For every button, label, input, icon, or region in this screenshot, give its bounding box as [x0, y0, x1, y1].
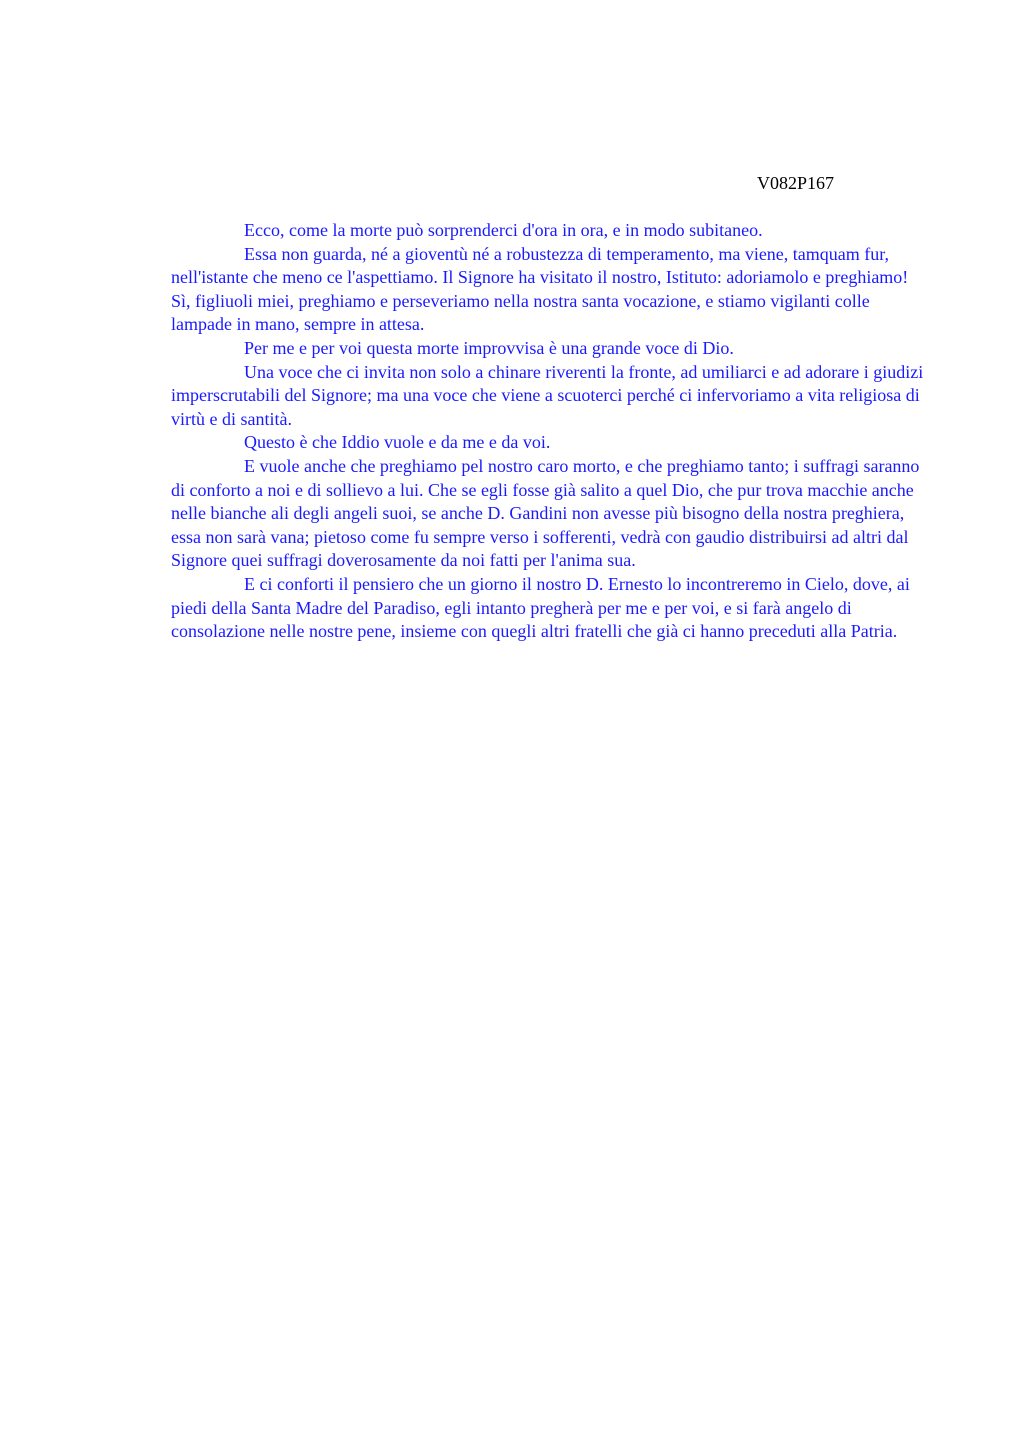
- paragraph: Ecco, come la morte può sorprenderci d'ora in ora, e in modo subitaneo.: [244, 220, 763, 240]
- page-code: V082P167: [757, 173, 835, 193]
- paragraph: Questo è che Iddio vuole e da me e da voi.: [244, 432, 551, 453]
- document-body: [171, 219, 931, 644]
- paragraph: Per me e per voi questa morte improvvisa è una grande voce di Dio.: [244, 337, 734, 358]
- paragraph: Essa non guarda, né a gioventù né a robustezza di temperamento, ma viene, tamquam fur, nell'istante che meno ce l'aspettiamo. Il Signore ha visitato il nostro, Istituto: adoriamolo e preghiamo! Sì, figliuoli miei, preghiamo e perseveriamo nella nostra santa vocazione, e stiamo vigilanti colle lampade in mano, sempre in attesa.: [171, 243, 909, 335]
- paragraph: E ci conforti il pensiero che un giorno il nostro D. Ernesto lo incontreremo in Cielo, dove, ai piedi della Santa Madre del Paradiso, egli intanto pregherà per me e per voi, e si farà angelo di consolazione nelle nostre pene, insieme con quegli altri fratelli che già ci hanno preceduti alla Patria.: [171, 573, 910, 642]
- paragraph: Una voce che ci invita non solo a chinare riverenti la fronte, ad umiliarci e ad adorare i giudizi imperscrutabili del Signore; ma una voce che viene a scuoterci perché ci infervoriamo a vita religiosa di virtù e di santità.: [171, 361, 924, 429]
- paragraph: E vuole anche che preghiamo pel nostro caro morto, e che preghiamo tanto; i suffragi saranno di conforto a noi e di sollievo a lui. Che se egli fosse già salito a quel Dio, che pur trova macchie anche nelle bianche ali degli angeli suoi, se anche D. Gandini non avesse più bisogno della nostra preghiera, essa non sarà vana; pietoso come fu sempre verso i sofferenti, vedrà con gaudio distribuirsi ad altri dal Signore quei suffragi doverosamente da noi fatti per l'anima sua.: [171, 455, 920, 571]
